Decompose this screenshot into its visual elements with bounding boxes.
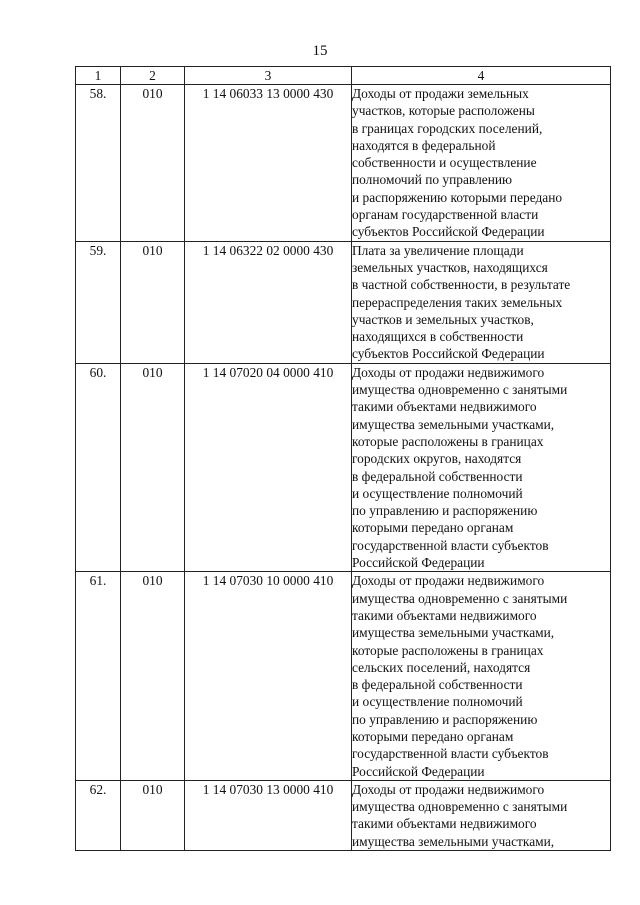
description-line: перераспределения таких земельных — [352, 294, 563, 310]
income-description — [352, 85, 611, 242]
description-line: субъектов Российской Федерации — [352, 346, 545, 362]
income-description — [352, 241, 611, 363]
description-line: имущества одновременно с занятыми — [352, 382, 568, 398]
description-line: имущества земельными участками, — [352, 625, 555, 641]
income-description — [352, 780, 611, 850]
row-number: 61. — [76, 572, 121, 781]
description-line: находящихся в собственности — [352, 329, 524, 345]
row-number: 59. — [76, 241, 121, 363]
description-line: субъектов Российской Федерации — [352, 224, 545, 240]
description-line: имущества земельными участками, — [352, 833, 555, 849]
description-line: Доходы от продажи недвижимого — [352, 781, 545, 797]
description-line: полномочий по управлению — [352, 172, 513, 188]
administrator-code: 010 — [121, 363, 185, 572]
description-line: сельских поселений, находятся — [352, 659, 531, 675]
table-row — [76, 780, 611, 850]
table-body — [76, 85, 611, 851]
description-line: по управлению и распоряжению — [352, 503, 538, 519]
administrator-code: 010 — [121, 572, 185, 781]
description-line: органам государственной власти — [352, 207, 539, 223]
description-line: участков и земельных участков, — [352, 311, 534, 327]
description-line: находятся в федеральной — [352, 137, 496, 153]
description-line: Доходы от продажи недвижимого — [352, 573, 545, 589]
column-header-4: 4 — [352, 67, 611, 85]
table-row — [76, 363, 611, 572]
income-description — [352, 363, 611, 572]
column-header-3: 3 — [185, 67, 352, 85]
description-line: имущества земельными участками, — [352, 416, 555, 432]
description-line: в границах городских поселений, — [352, 120, 543, 136]
description-line: в федеральной собственности — [352, 677, 523, 693]
column-header-1: 1 — [76, 67, 121, 85]
description-line: по управлению и распоряжению — [352, 711, 538, 727]
description-line: и осуществление полномочий — [352, 485, 523, 501]
description-line: которые расположены в границах — [352, 642, 544, 658]
description-line: в федеральной собственности — [352, 468, 523, 484]
budget-codes-table — [75, 66, 611, 851]
table-row — [76, 241, 611, 363]
table-row — [76, 85, 611, 242]
description-line: имущества одновременно с занятыми — [352, 799, 568, 815]
description-line: собственности и осуществление — [352, 155, 537, 171]
table-header-row — [76, 67, 611, 85]
administrator-code: 010 — [121, 241, 185, 363]
income-description — [352, 572, 611, 781]
budget-classification-code: 1 14 06322 02 0000 430 — [185, 241, 352, 363]
budget-classification-code: 1 14 07020 04 0000 410 — [185, 363, 352, 572]
description-line: в частной собственности, в результате — [352, 277, 571, 293]
description-line: городских округов, находятся — [352, 451, 522, 467]
budget-classification-code: 1 14 06033 13 0000 430 — [185, 85, 352, 242]
description-line: которыми передано органам — [352, 728, 514, 744]
description-line: такими объектами недвижимого — [352, 816, 537, 832]
description-line: Доходы от продажи недвижимого — [352, 364, 545, 380]
description-line: Плата за увеличение площади — [352, 242, 524, 258]
description-line: и распоряжению которыми передано — [352, 189, 563, 205]
description-line: Российской Федерации — [352, 763, 485, 779]
page-number: 15 — [312, 43, 328, 59]
row-number: 58. — [76, 85, 121, 242]
description-line: государственной власти субъектов — [352, 537, 549, 553]
description-line: такими объектами недвижимого — [352, 607, 537, 623]
row-number: 62. — [76, 780, 121, 850]
column-header-2: 2 — [121, 67, 185, 85]
description-line: такими объектами недвижимого — [352, 399, 537, 415]
administrator-code: 010 — [121, 85, 185, 242]
description-line: участков, которые расположены — [352, 103, 535, 119]
budget-classification-code: 1 14 07030 13 0000 410 — [185, 780, 352, 850]
description-line: которые расположены в границах — [352, 433, 544, 449]
administrator-code: 010 — [121, 780, 185, 850]
description-line: Доходы от продажи земельных — [352, 86, 529, 101]
row-number: 60. — [76, 363, 121, 572]
description-line: Российской Федерации — [352, 555, 485, 571]
table-row — [76, 572, 611, 781]
budget-classification-code: 1 14 07030 10 0000 410 — [185, 572, 352, 781]
description-line: имущества одновременно с занятыми — [352, 590, 568, 606]
description-line: государственной власти субъектов — [352, 746, 549, 762]
description-line: земельных участков, находящихся — [352, 259, 548, 275]
description-line: которыми передано органам — [352, 520, 514, 536]
description-line: и осуществление полномочий — [352, 694, 523, 710]
